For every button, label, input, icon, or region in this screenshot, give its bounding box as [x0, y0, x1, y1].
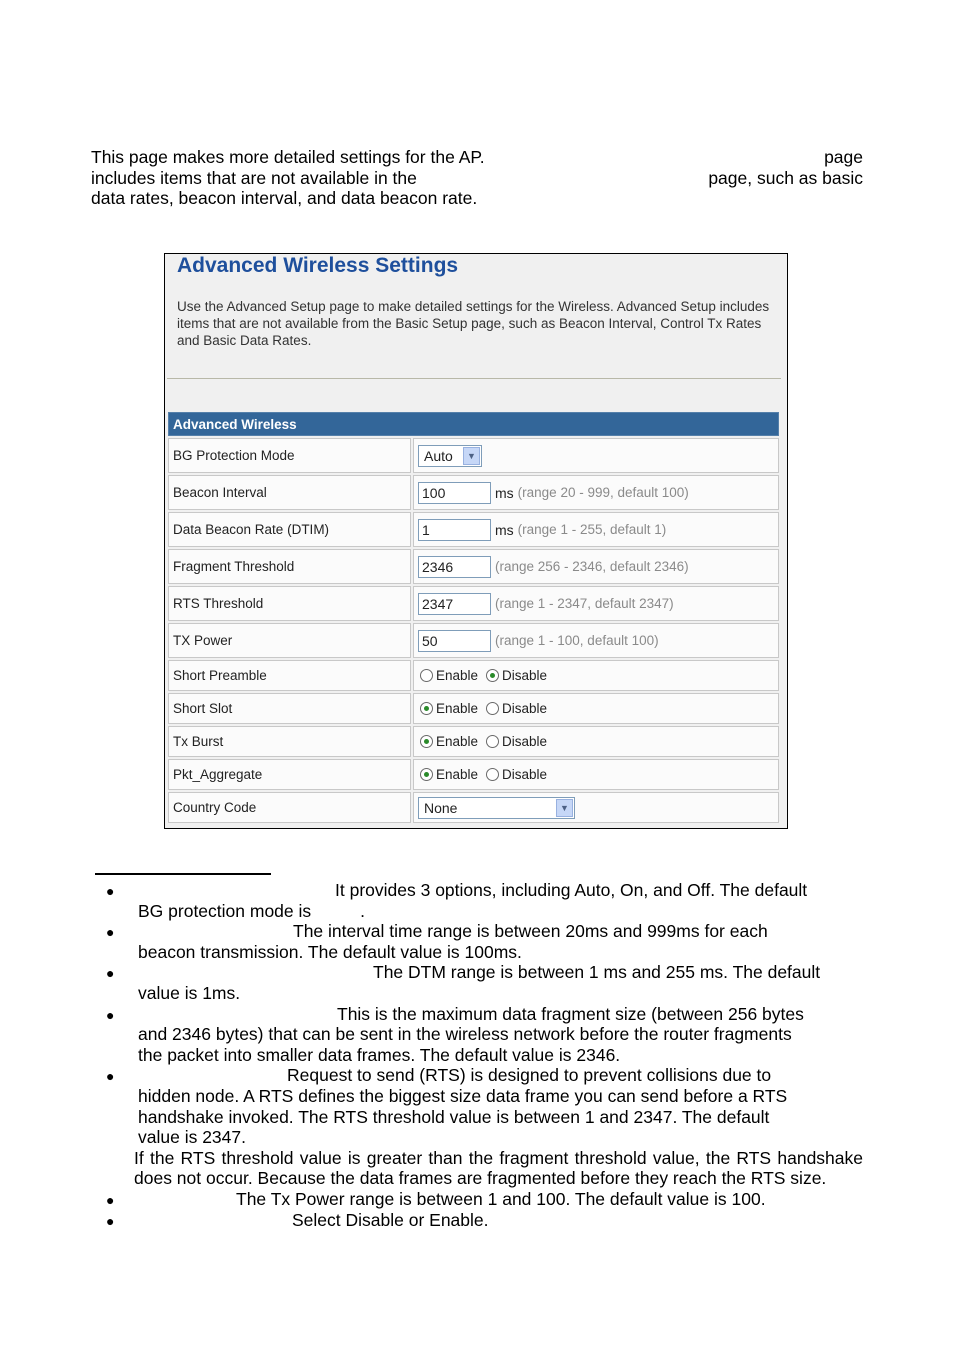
radio-disable-label: Disable — [502, 767, 548, 782]
short-preamble-disable-radio[interactable] — [486, 669, 499, 682]
intro-line-1: This page makes more detailed settings for the AP. page — [91, 147, 863, 167]
bullet-icon: ● — [106, 1212, 115, 1229]
intro-line-2: includes items that are not available in the page, such as basic — [91, 167, 863, 188]
radio-disable-label: Disable — [502, 668, 548, 683]
list-item: ● The DTM range is between 1 ms and 255 ms. The default value is 1ms. — [106, 962, 821, 1003]
short-slot-enable-radio[interactable] — [420, 702, 433, 715]
fragment-threshold-input[interactable]: 2346 — [418, 556, 491, 578]
chevron-down-icon: ▼ — [463, 447, 480, 465]
advanced-wireless-panel — [164, 253, 788, 829]
short-preamble-enable-radio[interactable] — [420, 669, 433, 682]
table-row — [168, 549, 779, 584]
short-slot-disable-radio[interactable] — [486, 702, 499, 715]
intro-line-3: data rates, beacon interval, and data beacon rate. — [91, 188, 478, 208]
dtim-input[interactable]: 1 — [418, 519, 491, 541]
country-code-select[interactable]: None ▼ — [418, 797, 575, 819]
table-header: Advanced Wireless — [168, 412, 779, 436]
table-row — [168, 586, 779, 621]
dtim-label: Data Beacon Rate (DTIM) — [168, 512, 411, 547]
radio-disable-label: Disable — [502, 734, 548, 749]
country-code-label: Country Code — [168, 792, 411, 823]
pkt-aggregate-disable-radio[interactable] — [486, 768, 499, 781]
table-row — [168, 759, 779, 790]
beacon-interval-unit: ms — [495, 484, 514, 501]
notes-list — [91, 880, 863, 1230]
pkt-aggregate-label: Pkt_Aggregate — [168, 759, 411, 790]
table-row — [168, 438, 779, 473]
radio-enable-label: Enable — [436, 734, 479, 749]
panel-description: Use the Advanced Setup page to make detailed settings for the Wireless. Advanced Setup includes items that are not available from the Basic Setup page, such as Beacon Interval, Control Tx Rates and Basic Data Rates. — [177, 299, 770, 348]
bullet-icon: ● — [106, 883, 115, 899]
radio-enable-label: Enable — [436, 668, 479, 683]
bg-protection-label: BG Protection Mode — [168, 438, 411, 473]
rts-threshold-label: RTS Threshold — [168, 586, 411, 621]
fragment-threshold-label: Fragment Threshold — [168, 549, 411, 584]
divider — [167, 378, 781, 379]
radio-enable-label: Enable — [436, 701, 479, 716]
radio-disable-label: Disable — [502, 701, 548, 716]
bg-protection-select[interactable]: Auto ▼ — [418, 445, 482, 467]
table-row — [168, 792, 779, 823]
section-underline — [95, 873, 271, 875]
tx-power-hint: (range 1 - 100, default 100) — [495, 633, 659, 648]
dtim-hint: (range 1 - 255, default 1) — [517, 522, 667, 537]
list-item: ● Select Disable or Enable. — [106, 1209, 489, 1230]
bullet-icon: ● — [106, 965, 115, 982]
fragment-threshold-hint: (range 256 - 2346, default 2346) — [495, 559, 689, 574]
bullet-icon: ● — [106, 1006, 115, 1023]
table-row — [168, 660, 779, 691]
bullet-icon: ● — [106, 1068, 115, 1085]
panel-title: Advanced Wireless Settings — [177, 254, 459, 277]
tx-burst-enable-radio[interactable] — [420, 735, 433, 748]
rts-note-paragraph: If the RTS threshold value is greater than the fragment threshold value, the RTS handshake does not occur. Because the data frames are fragmented before they reach the RTS size. — [134, 1147, 863, 1189]
list-item: ● This is the maximum data fragment size (between 256 bytes and 2346 bytes) that can be sent in the wireless network before the router fragments the packet into smaller data frames. The default value is 2346. — [106, 1003, 804, 1065]
list-item: ● The interval time range is between 20ms and 999ms for each beacon transmission. The default value is 100ms. — [106, 921, 768, 962]
dtim-unit: ms — [495, 521, 514, 538]
table-row — [168, 623, 779, 658]
short-preamble-label: Short Preamble — [168, 660, 411, 691]
intro-paragraph — [91, 147, 863, 209]
radio-enable-label: Enable — [436, 767, 479, 782]
list-item: ● It provides 3 options, including Auto, On, and Off. The default BG protection mode is . — [106, 880, 808, 921]
tx-power-label: TX Power — [168, 623, 411, 658]
tx-burst-label: Tx Burst — [168, 726, 411, 757]
beacon-interval-input[interactable]: 100 — [418, 482, 491, 504]
beacon-interval-label: Beacon Interval — [168, 475, 411, 510]
pkt-aggregate-enable-radio[interactable] — [420, 768, 433, 781]
tx-burst-disable-radio[interactable] — [486, 735, 499, 748]
list-item: ● The Tx Power range is between 1 and 100. The default value is 100. — [106, 1188, 766, 1209]
rts-threshold-hint: (range 1 - 2347, default 2347) — [495, 596, 674, 611]
table-row — [168, 693, 779, 724]
list-item: ● Request to send (RTS) is designed to prevent collisions due to hidden node. A RTS defines the biggest size data frame you can send before a RTS handshake invoked. The RTS threshold value is between 1 and 2347. The default value is 2347. — [106, 1065, 788, 1148]
rts-threshold-input[interactable]: 2347 — [418, 593, 491, 615]
bullet-icon: ● — [106, 924, 115, 941]
table-row — [168, 475, 779, 510]
beacon-interval-hint: (range 20 - 999, default 100) — [517, 485, 689, 500]
chevron-down-icon: ▼ — [556, 799, 573, 817]
table-row — [168, 512, 779, 547]
short-slot-label: Short Slot — [168, 693, 411, 724]
tx-power-input[interactable]: 50 — [418, 630, 491, 652]
advanced-wireless-table — [168, 412, 779, 823]
table-row — [168, 726, 779, 757]
bullet-icon: ● — [106, 1191, 115, 1208]
